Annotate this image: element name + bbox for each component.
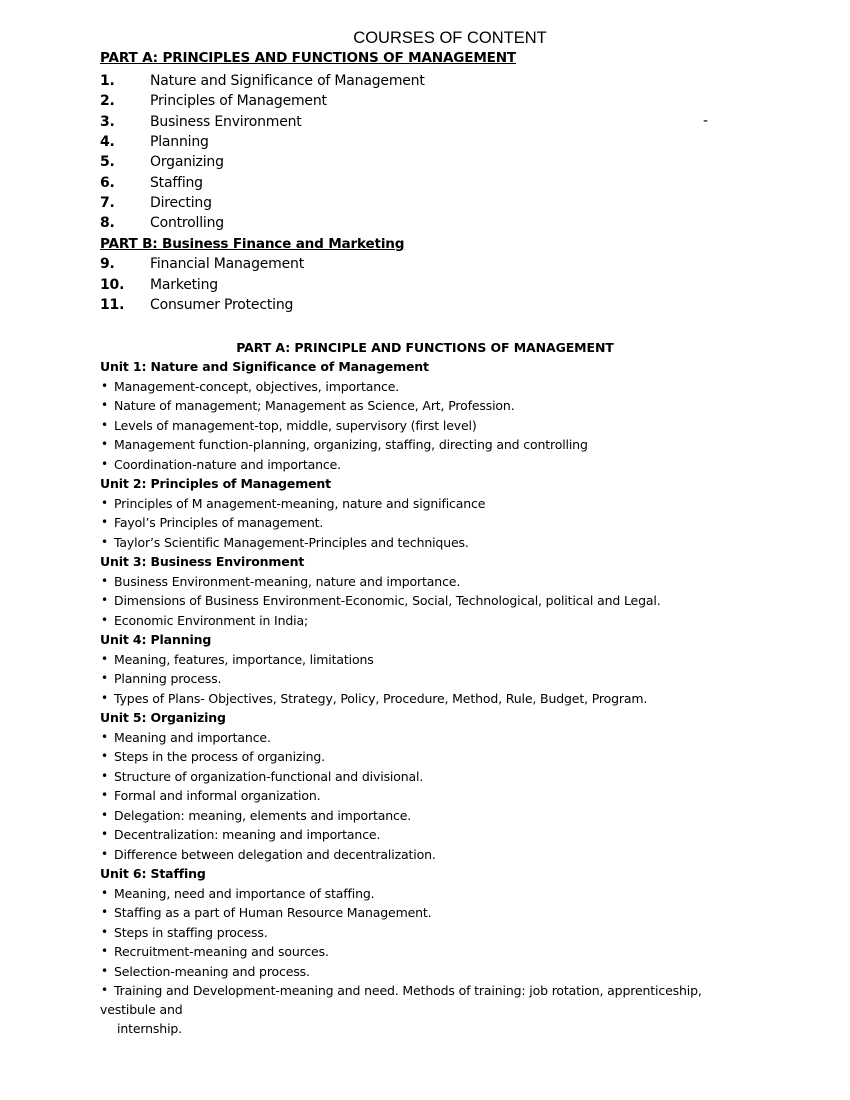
toc-item-label: Business Environment <box>150 113 302 130</box>
bullet-item <box>100 962 760 982</box>
toc-item-number: 6. <box>100 174 115 191</box>
bullet-text: Principles of M anagement-meaning, nature and significance <box>114 495 486 511</box>
toc-item-number: 9. <box>100 256 115 272</box>
bullet-item <box>100 513 760 533</box>
bullet-icon: • <box>101 905 108 919</box>
unit-title: Unit 3: Business Environment <box>100 554 305 569</box>
toc-item-number: 10. <box>100 276 125 293</box>
bullet-text: Fayol’s Principles of management. <box>114 515 324 530</box>
bullet-item <box>100 884 760 904</box>
bullet-text: Steps in staffing process. <box>114 924 268 940</box>
bullet-icon: • <box>101 827 108 841</box>
bullet-item <box>100 494 760 514</box>
bullet-item <box>100 942 760 962</box>
bullet-text: Delegation: meaning, elements and importance. <box>114 807 412 823</box>
bullet-icon: • <box>101 515 108 529</box>
toc-item-label: Consumer Protecting <box>150 297 294 313</box>
bullet-icon: • <box>101 983 108 997</box>
bullet-item <box>100 903 760 923</box>
bullet-icon: • <box>101 456 108 471</box>
bullet-text: Levels of management-top, middle, supervisory (first level) <box>114 417 477 433</box>
bullet-icon: • <box>101 612 108 627</box>
bullet-text: Difference between delegation and decentralization. <box>114 846 436 862</box>
bullet-text: Nature of management; Management as Science, Art, Profession. <box>114 398 515 413</box>
document-title: COURSES OF CONTENT <box>353 29 547 47</box>
toc-item-number: 3. <box>100 113 115 130</box>
toc-item-label: Financial Management <box>150 256 304 272</box>
part-a-heading: PART A: PRINCIPLES AND FUNCTIONS OF MANAGEMENT <box>100 50 516 66</box>
bullet-item <box>100 455 760 475</box>
syllabus-heading: PART A: PRINCIPLE AND FUNCTIONS OF MANAGEMENT <box>236 340 614 355</box>
unit-title: Unit 1: Nature and Significance of Management <box>100 359 429 374</box>
bullet-text: Training and Development-meaning and need. Methods of training: job rotation, apprenticeship, <box>114 983 702 998</box>
bullet-text: Business Environment-meaning, nature and importance. <box>114 573 461 589</box>
bullet-icon: • <box>101 729 108 744</box>
bullet-icon: • <box>101 924 108 939</box>
toc-item-number: 11. <box>100 297 125 313</box>
bullet-icon: • <box>101 885 108 900</box>
unit-title: Unit 4: Planning <box>100 632 212 647</box>
toc-item-label: Marketing <box>150 276 218 293</box>
bullet-icon: • <box>101 534 108 549</box>
bullet-text: Structure of organization-functional and divisional. <box>114 768 424 784</box>
bullet-text: Types of Plans- Objectives, Strategy, Policy, Procedure, Method, Rule, Budget, Program. <box>114 690 648 706</box>
bullet-item <box>100 669 760 689</box>
bullet-icon: • <box>101 963 108 978</box>
bullet-text: Taylor’s Scientific Management-Principles and techniques. <box>114 534 469 550</box>
bullet-item <box>100 611 760 631</box>
bullet-text: Planning process. <box>114 671 222 686</box>
toc-item-number: 8. <box>100 215 115 232</box>
unit-title: Unit 5: Organizing <box>100 710 226 725</box>
bullet-text: Meaning and importance. <box>114 729 271 745</box>
bullet-icon: • <box>101 651 108 666</box>
bullet-text: Management function-planning, organizing, staffing, directing and controlling <box>114 437 588 452</box>
bullet-item <box>100 591 760 611</box>
unit-title: Unit 2: Principles of Management <box>100 476 332 491</box>
bullet-icon: • <box>101 573 108 588</box>
bullet-icon: • <box>101 437 108 451</box>
bullet-item <box>100 825 760 845</box>
bullet-text: Management-concept, objectives, importance. <box>114 378 400 394</box>
bullet-icon: • <box>101 690 108 705</box>
bullet-text: Selection-meaning and process. <box>114 963 310 979</box>
bullet-icon: • <box>101 671 108 685</box>
part-b-heading: PART B: Business Finance and Marketing <box>100 236 405 252</box>
bullet-item <box>100 572 760 592</box>
toc-item-label: Principles of Management <box>150 93 327 110</box>
toc-item-number: 4. <box>100 133 115 150</box>
bullet-item <box>100 689 760 709</box>
bullet-item <box>100 435 760 455</box>
bullet-icon: • <box>101 378 108 393</box>
bullet-item <box>100 747 760 767</box>
bullet-item <box>100 377 760 397</box>
bullet-text: Dimensions of Business Environment-Economic, Social, Technological, political and Legal. <box>114 593 661 608</box>
toc-item-number: 7. <box>100 194 115 211</box>
bullet-icon: • <box>101 807 108 822</box>
bullet-continuation: internship. <box>117 1020 182 1036</box>
toc-item-number: 1. <box>100 73 115 89</box>
bullet-text: Decentralization: meaning and importance. <box>114 827 381 842</box>
bullet-text: Meaning, need and importance of staffing. <box>114 885 375 901</box>
toc-item-label: Directing <box>150 194 212 211</box>
bullet-icon: • <box>101 846 108 861</box>
bullet-item <box>100 728 760 748</box>
toc-item-number: 2. <box>100 93 115 110</box>
bullet-text: Recruitment-meaning and sources. <box>114 944 329 959</box>
bullet-item <box>100 845 760 865</box>
bullet-text: Meaning, features, importance, limitations <box>114 651 374 667</box>
bullet-icon: • <box>101 944 108 958</box>
bullet-item <box>100 396 760 416</box>
bullet-icon: • <box>101 768 108 783</box>
bullet-text: Economic Environment in India; <box>114 612 309 628</box>
toc-item-label: Planning <box>150 133 209 150</box>
bullet-icon: • <box>101 593 108 607</box>
bullet-item <box>100 923 760 943</box>
bullet-text: Coordination-nature and importance. <box>114 456 341 472</box>
bullet-text: Staffing as a part of Human Resource Management. <box>114 905 432 920</box>
bullet-item <box>100 806 760 826</box>
bullet-icon: • <box>101 495 108 510</box>
bullet-text: Formal and informal organization. <box>114 788 321 803</box>
bullet-continuation: vestibule and <box>100 1001 183 1017</box>
bullet-item <box>100 533 760 553</box>
bullet-icon: • <box>101 398 108 412</box>
toc-item-label: Nature and Significance of Management <box>150 73 425 89</box>
bullet-item <box>100 981 760 1001</box>
bullet-icon: • <box>101 749 108 763</box>
toc-item-label: Staffing <box>150 174 203 191</box>
unit-title: Unit 6: Staffing <box>100 866 206 881</box>
toc-item-label: Organizing <box>150 154 224 171</box>
syllabus-body <box>100 357 760 1039</box>
bullet-icon: • <box>101 417 108 432</box>
bullet-item <box>100 767 760 787</box>
toc-item-label: Controlling <box>150 215 224 232</box>
bullet-item <box>100 650 760 670</box>
bullet-item <box>100 786 760 806</box>
toc-item-number: 5. <box>100 154 115 171</box>
bullet-item <box>100 416 760 436</box>
stray-dash-mark: - <box>703 113 709 129</box>
bullet-icon: • <box>101 788 108 802</box>
bullet-text: Steps in the process of organizing. <box>114 749 326 764</box>
